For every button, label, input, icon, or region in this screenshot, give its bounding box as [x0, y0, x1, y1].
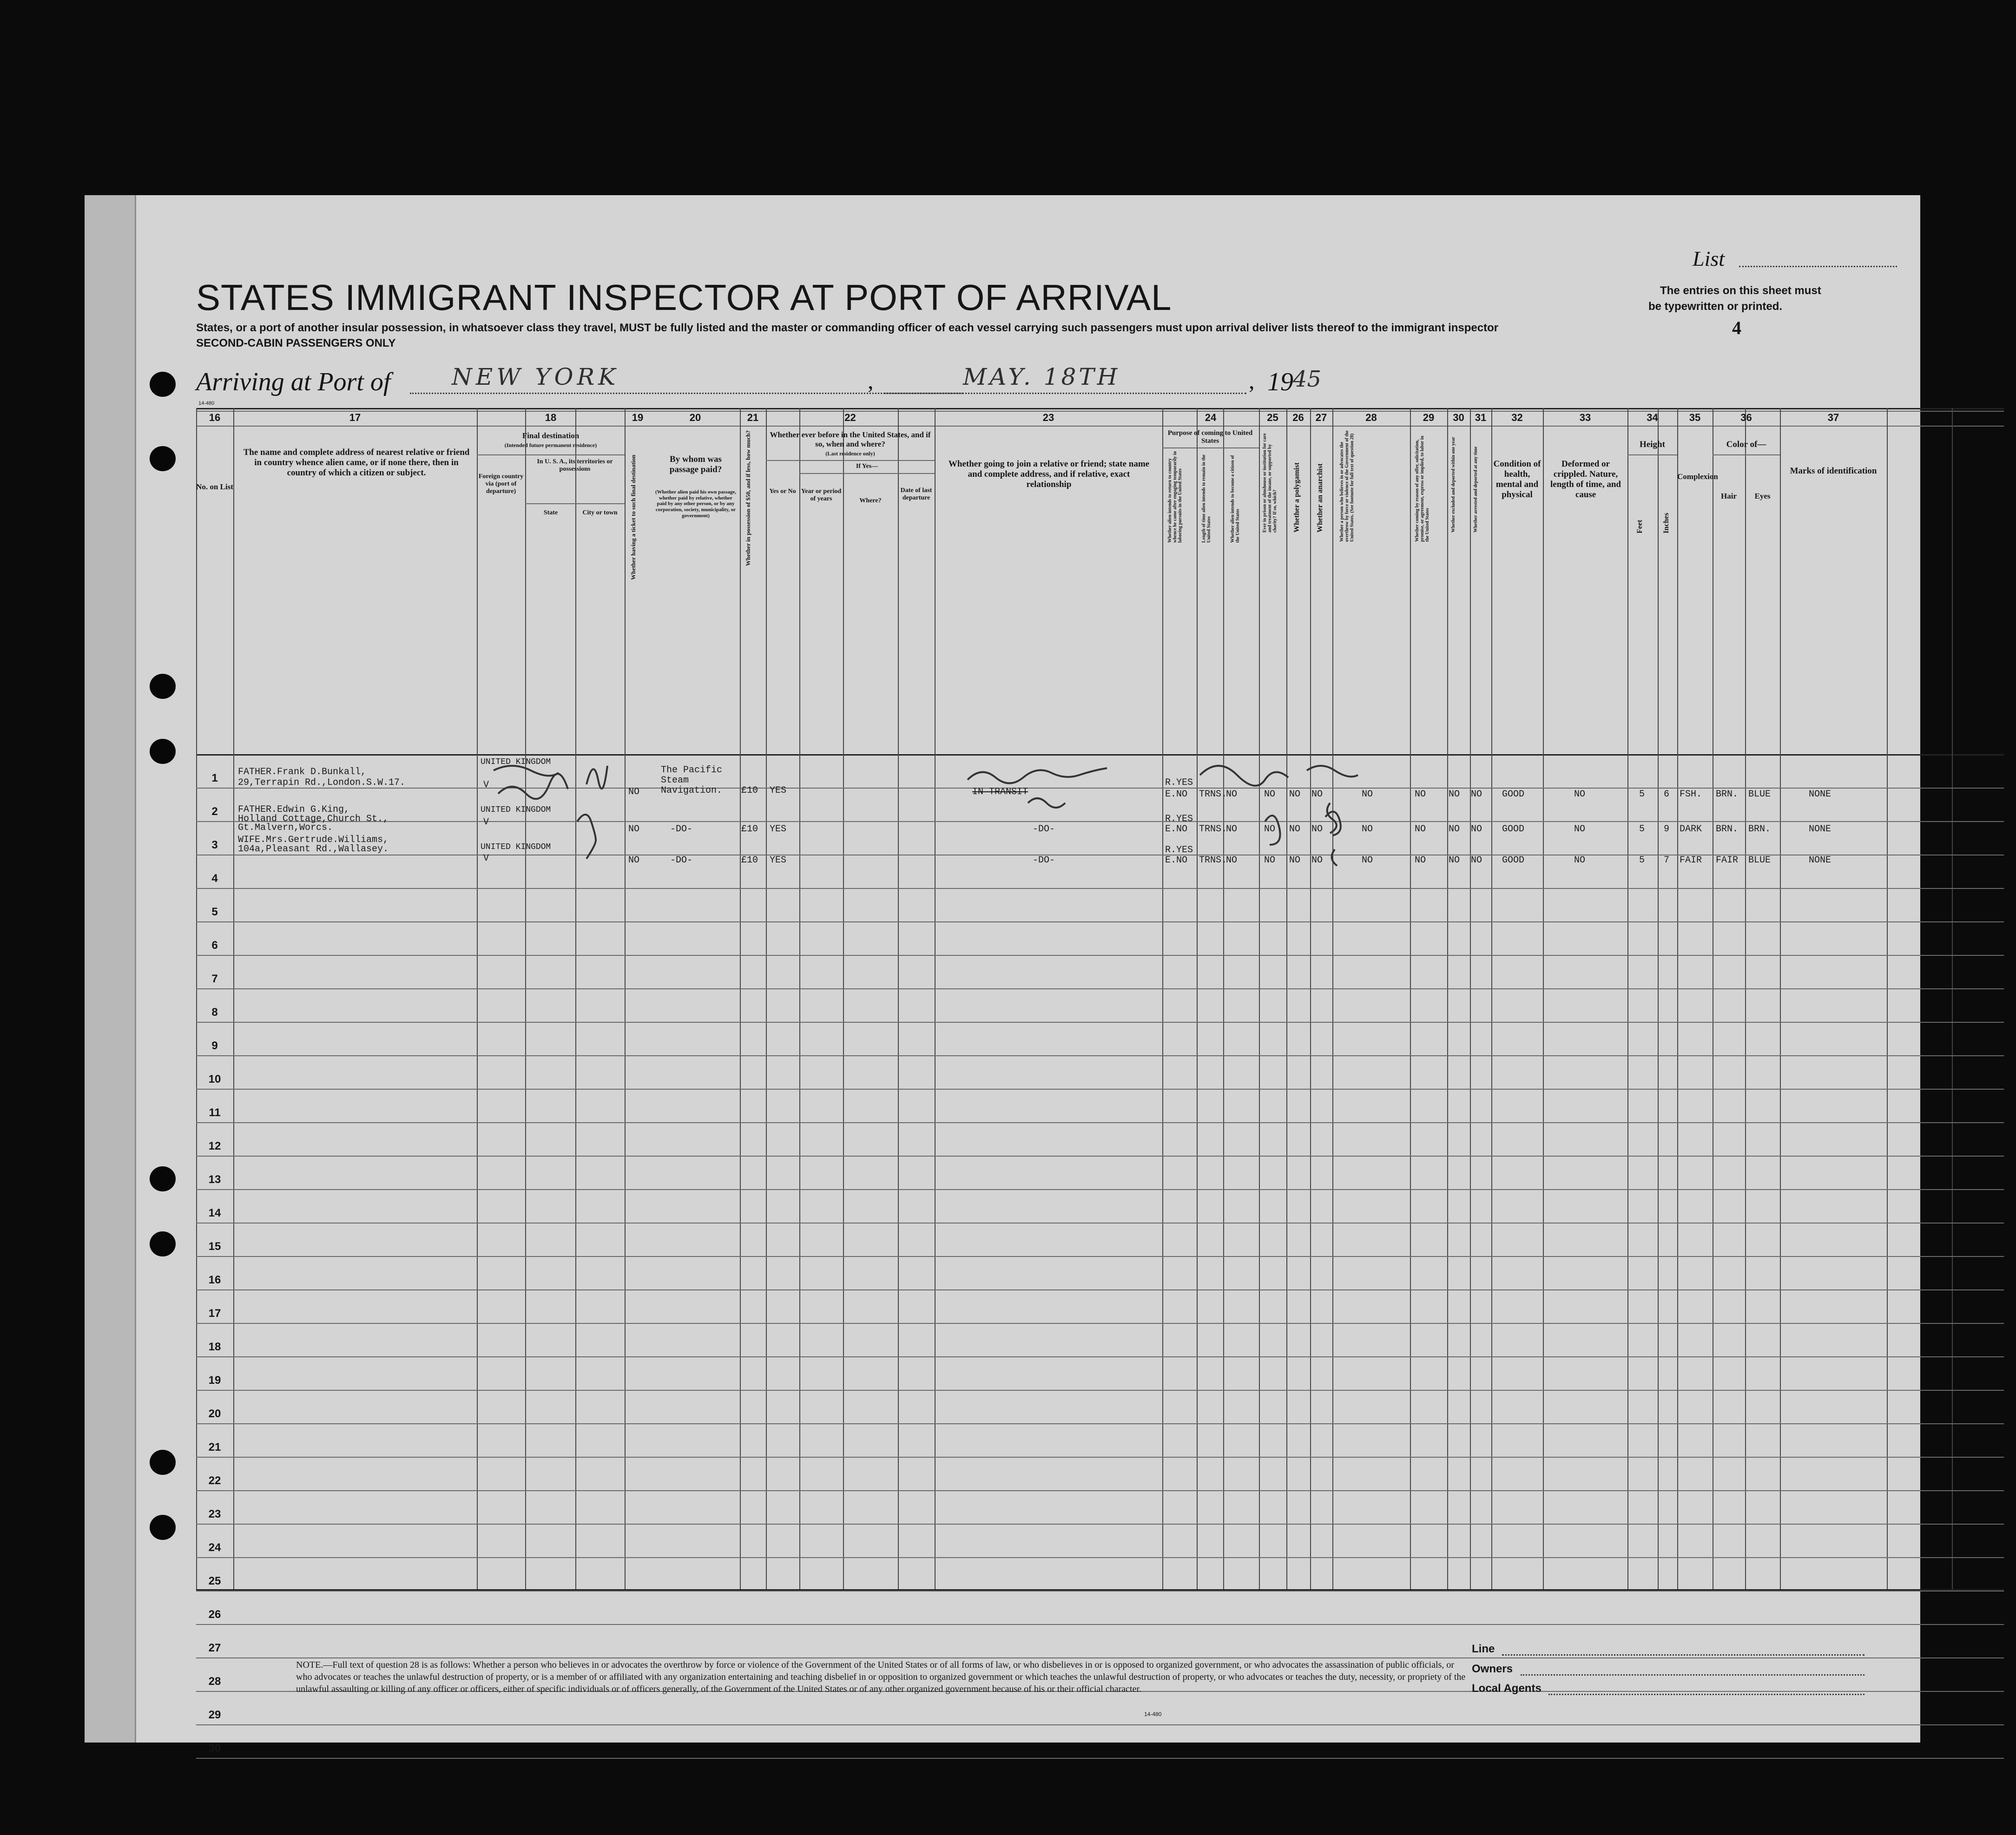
- line-label: Line: [1472, 1643, 1495, 1655]
- row-rule: [196, 1089, 2004, 1090]
- header-deformed: Deformed or crippled. Nature, length of time, and cause: [1550, 459, 1621, 500]
- row2-length: TRNS.: [1199, 824, 1227, 835]
- colnum-24: 24: [1205, 412, 1217, 423]
- row2-q31: NO: [1471, 824, 1482, 835]
- row-number: 30: [208, 1742, 221, 1755]
- date-line: [884, 393, 1246, 394]
- row3-q30: NO: [1449, 855, 1460, 866]
- row2-relative-line3: Gt.Malvern,Worcs.: [238, 822, 333, 833]
- row1-q28: NO: [1362, 789, 1373, 800]
- row3-q31: NO: [1471, 855, 1482, 866]
- intro-line-2: SECOND-CABIN PASSENGERS ONLY: [196, 337, 396, 349]
- row3-marks: NONE: [1809, 855, 1832, 866]
- header-relative: The name and complete address of nearest relative or friend in country whence alien came, or if none there, then in country of which a citizen or subject.: [243, 447, 470, 478]
- row2-citizen: NO: [1226, 824, 1238, 835]
- row-number: 10: [208, 1073, 221, 1085]
- row-number: 7: [211, 973, 218, 985]
- row3-q29: NO: [1415, 855, 1426, 866]
- row-number: 16: [208, 1274, 221, 1286]
- header-yes-no: Yes or No: [769, 488, 796, 495]
- row3-relative-line1: WIFE.Mrs.Gertrude.Williams,: [238, 835, 389, 845]
- row-number: 14: [208, 1207, 221, 1219]
- row-rule: [196, 1256, 2004, 1257]
- header-eyes: Eyes: [1754, 492, 1771, 500]
- row1-q29: NO: [1415, 789, 1426, 800]
- colnum-20: 20: [689, 412, 701, 423]
- row-rule: [196, 1657, 2004, 1658]
- row1-ever-before: YES: [770, 785, 787, 796]
- row-rule: [196, 888, 2004, 889]
- row-rule: [196, 1624, 2004, 1625]
- row-rule: [196, 1490, 2004, 1491]
- row1-ticket: NO: [628, 787, 640, 797]
- row2-hair: BRN.: [1716, 824, 1739, 835]
- form-code-bottom: 14-480: [1144, 1711, 1162, 1717]
- punch-hole: [150, 1231, 176, 1256]
- row-rule: [196, 1423, 2004, 1424]
- row-number: 3: [211, 839, 218, 851]
- row3-citizen: NO: [1226, 855, 1238, 866]
- colnum-37: 37: [1827, 412, 1839, 423]
- row2-inches: 9: [1664, 824, 1670, 835]
- row1-relative-line2: 29,Terrapin Rd.,London.S.W.17.: [238, 777, 406, 788]
- row-number: 24: [208, 1541, 221, 1554]
- colnum-34: 34: [1647, 412, 1658, 423]
- year-value: 45: [1293, 366, 1322, 392]
- row1-paid-by-2: Steam: [661, 775, 689, 786]
- row2-q29: NO: [1415, 824, 1426, 835]
- header-purpose: Purpose of coming to United States: [1167, 429, 1253, 445]
- row1-via: V: [483, 780, 489, 790]
- row1-inches: 6: [1664, 789, 1670, 800]
- row-rule: [196, 988, 2004, 989]
- header-hair: Hair: [1721, 492, 1737, 500]
- header-state: State: [543, 509, 558, 516]
- row3-ticket: NO: [628, 855, 640, 866]
- header-purpose-c: Whether alien intends to become a citizen of the United States: [1230, 455, 1240, 543]
- row2-foreign-country: UNITED KINGDOM: [481, 805, 551, 815]
- row-rule: [196, 1390, 2004, 1391]
- header-passage-paid: By whom was passage paid?: [669, 454, 722, 474]
- row-rule: [196, 1557, 2004, 1558]
- row2-money: £10: [741, 824, 758, 835]
- row1-health: GOOD: [1502, 789, 1525, 800]
- row-rule: [196, 1022, 2004, 1023]
- row-rule: [196, 1524, 2004, 1525]
- row-rule: [196, 1156, 2004, 1157]
- row1-join: IN TRANSIT: [972, 787, 1028, 797]
- colnum-22: 22: [844, 412, 856, 423]
- row-rule: [196, 1055, 2004, 1056]
- punch-hole: [150, 674, 176, 699]
- form-code-top: 14-480: [198, 401, 215, 406]
- punch-hole: [150, 446, 176, 471]
- header-final-destination-sub: (Intended future permanent residence): [504, 442, 597, 448]
- row-number: 5: [211, 906, 218, 918]
- row1-relative-line1: FATHER.Frank D.Bunkall,: [238, 767, 367, 777]
- header-height: Height: [1640, 440, 1665, 449]
- arriving-label: Arriving at Port of: [196, 368, 391, 396]
- header-no-on-list: No. on List: [196, 482, 233, 491]
- handwritten-annotations: [196, 752, 2004, 882]
- punch-hole: [150, 1450, 176, 1475]
- row-number: 27: [208, 1642, 221, 1654]
- row-rule: [196, 1122, 2004, 1123]
- row3-foreign-country: UNITED KINGDOM: [481, 842, 551, 852]
- row-number: 25: [208, 1575, 221, 1587]
- header-years: Year or period of years: [801, 488, 842, 503]
- row1-purpose-e: E.NO: [1165, 789, 1188, 800]
- footnote-q28: NOTE.—Full text of question 28 is as follows: Whether a person who believes in or advocates the overthrow by force or violence of the Government of the United States or of all forms of law, or who disbelieves in or is opposed to organized government, or who advocates the assassination of public officials, or who advocates or teaches the unlawful destruction of property, or is a member of or affiliated with any organization entertaining and teaching disbelief in or opposition to organized government or which teaches the unlawful destruction of property, or who advocates or teaches the duty, necessity, or propriety of the unlawful assaulting or killing of any officer or officers, either of specific individuals or of officers generally, of the Government of the United States or of any other organized government because of his or their official character.: [296, 1660, 1466, 1694]
- row2-complexion: DARK: [1680, 824, 1702, 835]
- header-health: Condition of health, mental and physical: [1493, 459, 1541, 500]
- row-number: 26: [208, 1608, 221, 1621]
- row-rule: [196, 1189, 2004, 1190]
- row-number: 11: [209, 1106, 221, 1119]
- row-number: 13: [208, 1173, 221, 1186]
- row1-eyes: BLUE: [1748, 789, 1771, 800]
- colnum-31: 31: [1475, 412, 1487, 423]
- header-inches: Inches: [1662, 513, 1670, 533]
- row1-hair: BRN.: [1716, 789, 1739, 800]
- row-number: 15: [208, 1240, 221, 1253]
- row-number: 17: [208, 1307, 221, 1320]
- row3-prison: NO: [1264, 855, 1276, 866]
- row2-paid-by: -DO-: [670, 824, 693, 835]
- header-ever-before-sub: (Last residence only): [825, 450, 875, 457]
- row3-health: GOOD: [1502, 855, 1525, 866]
- row1-complexion: FSH.: [1680, 789, 1702, 800]
- row-number: 2: [211, 805, 218, 818]
- header-fifty-dollars: Whether in possession of $50, and if less, how much?: [744, 430, 751, 566]
- row2-join: -DO-: [1033, 824, 1055, 835]
- row3-length: TRNS.: [1199, 855, 1227, 866]
- row-number: 6: [211, 939, 218, 952]
- row2-anarchist: NO: [1311, 824, 1323, 835]
- colnum-19: 19: [632, 412, 644, 423]
- colnum-17: 17: [349, 412, 361, 423]
- list-label: List: [1693, 247, 1725, 270]
- row-rule: [196, 955, 2004, 956]
- row2-q30: NO: [1449, 824, 1460, 835]
- owners-label: Owners: [1472, 1663, 1513, 1675]
- row-number: 28: [208, 1675, 221, 1688]
- row-number: 19: [208, 1374, 221, 1387]
- header-ticket: Whether having a ticket to such final destination: [630, 454, 637, 580]
- list-note-2: be typewritten or printed.: [1648, 300, 1783, 313]
- row1-marks: NONE: [1809, 789, 1832, 800]
- colnum-33: 33: [1579, 412, 1591, 423]
- row1-purpose-r: R.YES: [1165, 777, 1193, 788]
- colnum-36: 36: [1740, 412, 1752, 423]
- header-ever-before: Whether ever before in the United States, and if so, when and where?: [770, 430, 931, 448]
- punch-hole: [150, 372, 176, 397]
- row2-relative-line1: FATHER.Edwin G.King,: [238, 804, 350, 815]
- row1-money: £10: [741, 785, 758, 796]
- row-number: 21: [208, 1441, 221, 1454]
- row3-money: £10: [741, 855, 758, 866]
- row1-deformed: NO: [1574, 789, 1586, 800]
- row-number: 20: [208, 1407, 221, 1420]
- colnum-28: 28: [1365, 412, 1377, 423]
- header-q28: Whether a person who believes in or advocates the overthrow by force or violence of the Government of the United States. (See footnote for full text of question 28): [1339, 430, 1355, 542]
- row-rule: [196, 1758, 2004, 1759]
- header-foreign-country: Foreign country via (port of departure): [478, 473, 524, 495]
- row3-feet: 5: [1639, 855, 1645, 866]
- year-prefix: 19: [1267, 368, 1293, 396]
- colnum-26: 26: [1292, 412, 1304, 423]
- row1-paid-by-1: The Pacific: [661, 765, 723, 776]
- row-rule: [196, 1457, 2004, 1458]
- header-date-departure: Date of last departure: [900, 487, 932, 502]
- row-rule: [196, 1289, 2004, 1290]
- local-agents-label: Local Agents: [1472, 1682, 1542, 1695]
- header-purpose-b: Length of time alien intends to remain in the United States: [1201, 454, 1212, 543]
- row1-polygamist: NO: [1289, 789, 1301, 800]
- row2-prison: NO: [1264, 824, 1276, 835]
- colnum-18: 18: [545, 412, 557, 423]
- row2-q28: NO: [1362, 824, 1373, 835]
- colnum-29: 29: [1423, 412, 1435, 423]
- row-rule: [196, 1356, 2004, 1357]
- row3-purpose-r: R.YES: [1165, 845, 1193, 855]
- page-title: STATES IMMIGRANT INSPECTOR AT PORT OF ARRIVAL: [196, 277, 1172, 318]
- header-complexion: Complexion: [1677, 472, 1718, 481]
- header-passage-paid-sub: (Whether alien paid his own passage, whether paid by relative, whether paid by any other person, or by any corporation, society, municipality, or government): [655, 489, 736, 519]
- row3-polygamist: NO: [1289, 855, 1301, 866]
- colnum-21: 21: [747, 412, 759, 423]
- row3-deformed: NO: [1574, 855, 1586, 866]
- row3-via: V: [483, 853, 489, 864]
- list-number: 4: [1732, 317, 1741, 338]
- header-where: Where?: [859, 497, 882, 504]
- row3-anarchist: NO: [1311, 855, 1323, 866]
- header-polygamist: Whether a polygamist: [1293, 462, 1301, 533]
- row1-prison: NO: [1264, 789, 1276, 800]
- row2-ticket: NO: [628, 824, 640, 835]
- row3-ever-before: YES: [770, 855, 787, 866]
- row1-q30: NO: [1449, 789, 1460, 800]
- row1-foreign-country: UNITED KINGDOM: [481, 757, 551, 767]
- row2-deformed: NO: [1574, 824, 1586, 835]
- row-number: 8: [211, 1006, 218, 1019]
- row3-complexion: FAIR: [1680, 855, 1702, 866]
- row-number: 4: [211, 872, 218, 885]
- row3-relative-line2: 104a,Pleasant Rd.,Wallasey.: [238, 844, 389, 855]
- punch-hole: [150, 1166, 176, 1191]
- row-number: 22: [208, 1474, 221, 1487]
- header-q30: Whether excluded and deported within one year: [1451, 437, 1456, 533]
- row2-health: GOOD: [1502, 824, 1525, 835]
- row2-feet: 5: [1639, 824, 1645, 835]
- row-rule: [196, 921, 2004, 922]
- row2-via: V: [483, 817, 489, 828]
- row-rule: [196, 1323, 2004, 1324]
- colnum-32: 32: [1511, 412, 1523, 423]
- header-anarchist: Whether an anarchist: [1316, 463, 1324, 533]
- date-value: MAY. 18TH: [963, 363, 1120, 390]
- header-marks: Marks of identification: [1790, 466, 1877, 476]
- colnum-27: 27: [1315, 412, 1327, 423]
- row1-length: TRNS.: [1199, 789, 1227, 800]
- header-feet: Feet: [1636, 520, 1644, 533]
- header-join-relative: Whether going to join a relative or friend; state name and complete address, and if relative, exact relationship: [948, 459, 1150, 489]
- row1-q31: NO: [1471, 789, 1482, 800]
- row3-inches: 7: [1664, 855, 1670, 866]
- header-purpose-a: Whether alien intends to return to country whence he came after engaging temporarily in laboring pursuits in the United States: [1167, 451, 1183, 543]
- manifest-sheet: 14-480 STATES IMMIGRANT INSPECTOR AT PORT OF ARRIVAL States, or a port of another insular possession, in whatsoever class they travel, MUST be fully listed and the master or commanding officer of each vessel carrying such passengers must upon arrival deliver lists thereof to the immigrant inspector SECOND-CABIN PASSENGERS ONLY Arriving at Port of NEW YORK , MAY. 18TH , 19 45 List The entries on this sheet must be typewritten or printed. 4 16 17 18 19 20 21 22 23 24 25 26 27 28 29 30 31 32 33 34 35 36 37 No. on List The name and complete address of nearest relative or friend in country whence alien came, or if none there, then in country of which a citizen or subject. Final destination (Intended future permanent residence) Foreign country via (port of departure) In U. S. A., its territories or possessions State City or town Whether having a ticket to such final destination By whom was passage paid? (Whether alien paid his own passage, whether paid by relative, whether paid by any other person, or by any corporation, society, municipality, or government) Whether in possession of $50, and if less, how much? Whether ever before in the United States, and if so, when and where? (Last residence only) Yes or No If Yes— Year or period of years Where? Date of last departure Whether going to join a relative or friend; state name and complete address, and if relative, exact relationship Purpose of coming to United States Whether alien intends to return to country whence he came after engaging temporarily in laboring pursuits in the United States Length of time alien intends to remain in the United States Whether alien intends to become a citizen of the United States Ever in prison or almshouse or institution for care and treatment of the insane, or supported by charity? If so, which? Whether a polygamist Whether an anarchist Whether a person who believes in or advocates the overthrow by force or violence of the Government of the United States. (See footnote for full text of question 28) Whether coming by reason of any offer, solicitation, promise, or agreement, express or implied, to labor in the United States Whether excluded and deported within one year Whether arrested and deported at any time Condition of health, mental and physical Deformed or crippled. Nature, length of time, and cause Height Feet Inches Complexion Color of— Hair Eyes Marks of identification 1 2 3 4 5 6 7 8 9 10 11 12 13 14 15 16 17 18 19 20 21 22 23 24 25 26 27 28 29 30 FATHER.Frank D.Bunkall, 29,Terrapin Rd.,London.S.W.17. UNITED KINGDOM V NO The Pacific Steam Navigation. £10 YES IN TRANSIT R.YES E.NO TRNS. NO NO NO NO NO NO NO NO GOOD NO 5 6 FSH. BRN. BLUE NONE FATHER.Edwin G.King, Holland Cottage,Church St., Gt.Malvern,Worcs. UNITED KINGDOM V NO -DO- £10 YES -DO- R.YES E.NO TRNS. NO NO NO NO NO NO NO NO GOOD NO 5 9 DARK BRN. BRN. NONE WIFE.Mrs.Gertrude.Williams, 104a,Pleasant Rd.,Wallasey. UNITED KINGDOM V NO -DO- £10 YES -DO- R.YES E.NO TRNS. NO NO NO NO NO NO NO NO GOOD NO 5 7 FAIR FAIR BLUE NONE NOTE.—Full text of question 28 is as follows: Whether a person who believes in or advocates the overthrow by force or violence of the Government of the United States or of all forms of law, or who disbelieves in or is opposed to organized government, or who advocates the assassination of public officials, or who advocates or teaches the unlawful destruction of property, or is a member of or affiliated with any organization entertaining and teaching disbelief in or opposition to organized government or which teaches the unlawful destruction of property, or who advocates or teaches the duty, necessity, or propriety of the unlawful assaulting or killing of any officer or officers, either of specific individuals or of officers generally, of the Government of the United States or of any other organized government because of his or their official character. 14-480 Line Owners Local Agents: [85, 195, 1920, 1743]
- port-value: NEW YORK: [452, 363, 619, 390]
- header-in-usa: In U. S. A., its territories or possessions: [537, 458, 613, 473]
- row2-marks: NONE: [1809, 824, 1832, 835]
- row1-citizen: NO: [1226, 789, 1238, 800]
- row3-join: -DO-: [1033, 855, 1055, 866]
- row3-hair: FAIR: [1716, 855, 1739, 866]
- row2-polygamist: NO: [1289, 824, 1301, 835]
- header-prison: Ever in prison or almshouse or institution for care and treatment of the insane, or supported by charity? If so, which?: [1262, 433, 1278, 533]
- row-number: 9: [211, 1039, 218, 1052]
- row1-paid-by-3: Navigation.: [661, 785, 723, 796]
- row-rule: [196, 1591, 2004, 1592]
- punch-hole: [150, 1515, 176, 1540]
- header-q31: Whether arrested and deported at any time: [1473, 446, 1478, 533]
- row2-eyes: BRN.: [1748, 824, 1771, 835]
- row-number: 18: [208, 1341, 221, 1353]
- header-q29: Whether coming by reason of any offer, solicitation, promise, or agreement, express or implied, to labor in the United States: [1415, 435, 1430, 542]
- header-city: City or town: [582, 509, 618, 516]
- row-number: 23: [208, 1508, 221, 1520]
- row1-anarchist: NO: [1311, 789, 1323, 800]
- row-number: 12: [208, 1140, 221, 1152]
- colnum-16: 16: [209, 412, 221, 423]
- punch-hole: [150, 739, 176, 764]
- port-line: [410, 393, 963, 394]
- row2-purpose-r: R.YES: [1165, 814, 1193, 824]
- intro-line-1: States, or a port of another insular possession, in whatsoever class they travel, MUST be fully listed and the master or commanding officer of each vessel carrying such passengers must upon arrival deliver lists thereof to the immigrant inspector: [196, 322, 1499, 334]
- row3-purpose-e: E.NO: [1165, 855, 1188, 866]
- colnum-23: 23: [1042, 412, 1054, 423]
- binding-margin: [85, 195, 136, 1743]
- row3-q28: NO: [1362, 855, 1373, 866]
- header-final-destination: Final destination: [522, 431, 580, 440]
- list-note-1: The entries on this sheet must: [1660, 284, 1821, 297]
- colnum-25: 25: [1267, 412, 1278, 423]
- row-number: 1: [211, 772, 218, 784]
- header-if-yes: If Yes—: [856, 463, 878, 470]
- row3-paid-by: -DO-: [670, 855, 693, 866]
- row3-eyes: BLUE: [1748, 855, 1771, 866]
- row2-relative-line2: Holland Cottage,Church St.,: [238, 814, 389, 824]
- header-color-of: Color of—: [1726, 440, 1766, 449]
- colnum-30: 30: [1453, 412, 1464, 423]
- row2-ever-before: YES: [770, 824, 787, 835]
- row-rule: [196, 1724, 2004, 1725]
- colnum-35: 35: [1689, 412, 1701, 423]
- row2-purpose-e: E.NO: [1165, 824, 1188, 835]
- row1-feet: 5: [1639, 789, 1645, 800]
- row-number: 29: [208, 1709, 221, 1721]
